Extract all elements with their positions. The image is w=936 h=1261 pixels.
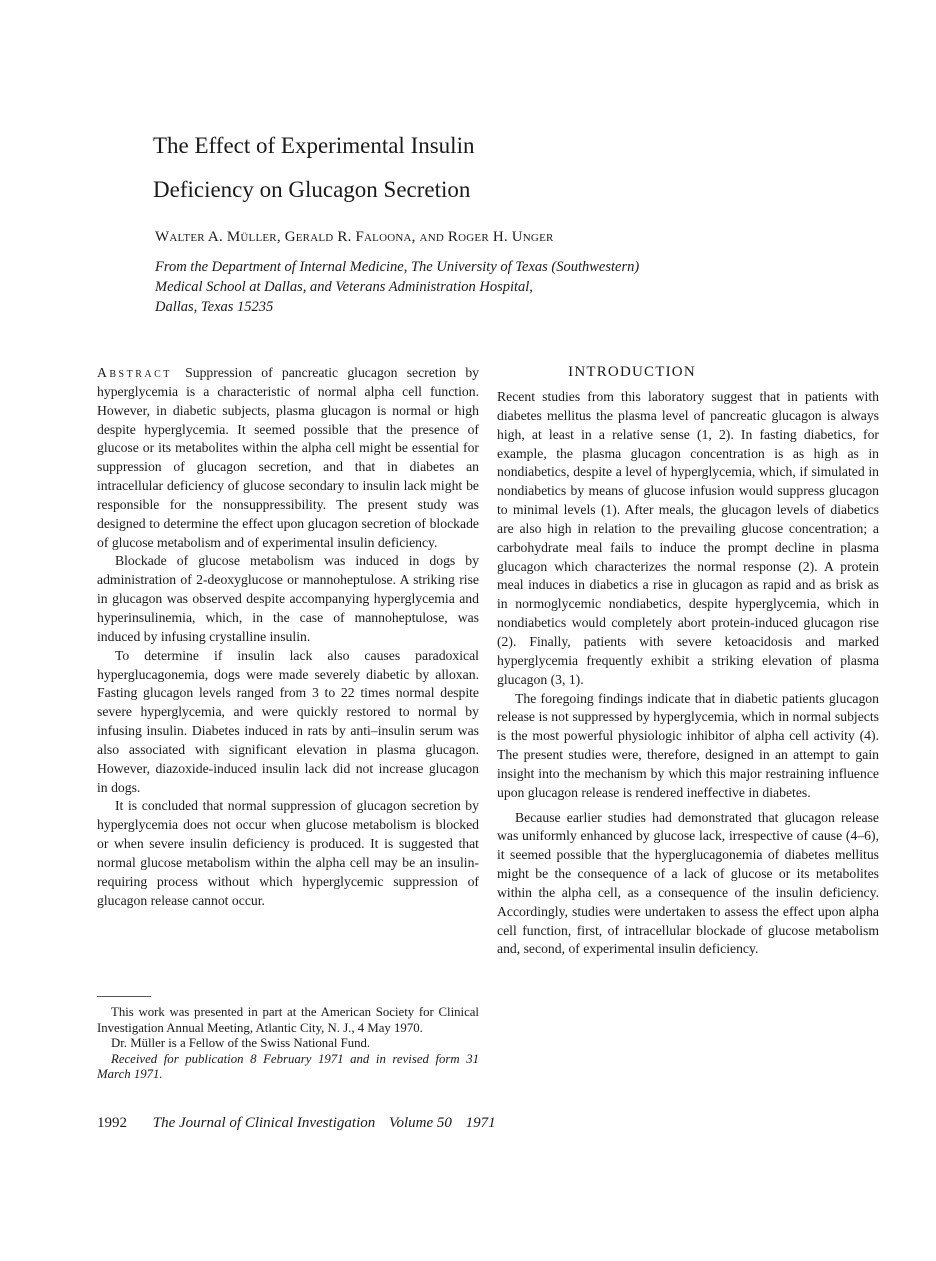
footnote-received: Received for publication 8 February 1971 and in revised form 31 March 1971. [97, 1051, 479, 1082]
title-line-2: Deficiency on Glucagon Secretion [153, 177, 471, 202]
footnote-rule [97, 996, 151, 997]
affiliation-line-1: From the Department of Internal Medicine, The University of Texas (Southwestern) [155, 259, 640, 275]
introduction-paragraph-1: Recent studies from this laboratory suggest that in patients with diabetes mellitus the plasma level of pancreatic glucagon is always high, at least in a relative sense (1, 2). In fasting diabetics, for example, the plasma glucagon concentration is as high as in nondiabetics, despite a level of hyperglycemia, which, if simulated in nondiabetics by means of glucose infusion would suppress glucagon to minimal levels (1). After meals, the glucagon levels of diabetics are also high in relation to the prevailing glucose concentration; a carbohydrate meal fails to induce the prompt decline in plasma glucagon which characterizes the normal response (2). A protein meal induces in diabetics a rise in glucagon as rapid and as brisk as in normoglycemic nondiabetics, despite hyperglycemia, which in nondiabetics would completely abort protein-induced glucagon rise (2). Finally, patients with severe ketoacidosis and marked hyperglycemia frequently exhibit a striking elevation of plasma glucagon (3, 1). [497, 389, 879, 687]
abstract-paragraph-1 [97, 364, 479, 552]
introduction-paragraph-3: Because earlier studies had demonstrated that glucagon release was uniformly enhanced by glucose lack, irrespective of cause (4–6), it seemed possible that the hyperglucagonemia of diabetes mellitus might be the consequence of a lack of glucose or its metabolites within the alpha cell, as a consequence of the insulin deficiency. Accordingly, studies were undertaken to assess the effect upon alpha cell function, first, of intracellular blockade of glucose metabolism and, second, of experimental insulin deficiency. [497, 809, 879, 957]
footnote-fellowship: Dr. Müller is a Fellow of the Swiss National Fund. [111, 1036, 371, 1051]
page-footer [97, 1115, 496, 1132]
page-number: 1992 [97, 1115, 127, 1131]
journal-name: The Journal of Clinical Investigation [152, 1115, 376, 1131]
article-title [153, 124, 753, 212]
abstract-paragraph-2: Blockade of glucose metabolism was induced in dogs by administration of 2-deoxyglucose or mannoheptulose. A striking rise in glucagon was observed despite accompanying hyperglycemia and hyperinsulinemia, which, in the case of mannoheptulose, was induced by infusing crystalline insulin. [97, 553, 479, 644]
footnotes [97, 1005, 479, 1083]
journal-year: 1971 [465, 1115, 496, 1131]
introduction-heading: INTRODUCTION [568, 364, 696, 380]
footnote-presentation: This work was presented in part at the American Society for Clinical Investigation Annual Meeting, Atlantic City, N. J., 4 May 1970. [97, 1005, 479, 1035]
abstract-text-1: Suppression of pancreatic glucagon secretion by hyperglycemia is a characteristic of normal alpha cell function. However, in diabetic subjects, plasma glucagon is normal or high despite hyperglycemia. It seemed possible that the presence of glucose or its metabolites within the alpha cell might be essential for suppression of glucagon secretion, and that in diabetes an intracellular deficiency of glucose secondary to insulin lack might be responsible for the nonsuppressibility. The present study was designed to determine the effect upon glucagon secretion of blockade of glucose metabolism and of experimental insulin deficiency. [97, 365, 480, 550]
affiliation-line-3: Dallas, Texas 15235 [155, 299, 274, 315]
affiliation-line-2: Medical School at Dallas, and Veterans Administration Hospital, [155, 279, 533, 295]
abstract-column [97, 364, 479, 910]
abstract-paragraph-4: It is concluded that normal suppression of glucagon secretion by hyperglycemia does not occur when glucose metabolism is blocked or when severe insulin deficiency is produced. It is suggested that normal glucose metabolism within the alpha cell may be an insulin-requiring process without which hyperglycemic suppression of glucagon release cannot occur. [97, 798, 479, 908]
introduction-column [497, 388, 879, 959]
journal-volume: Volume 50 [388, 1115, 452, 1131]
abstract-paragraph-3: To determine if insulin lack also causes paradoxical hyperglucagonemia, dogs were made severely diabetic by alloxan. Fasting glucagon levels ranged from 3 to 22 times normal despite severe hyperglycemia, and were quickly restored to normal by infusing insulin. Diabetes induced in rats by anti–insulin serum was also associated with significant elevation in plasma glucagon. However, diazoxide-induced insulin lack did not increase glucagon in dogs. [97, 647, 479, 795]
affiliation [155, 257, 795, 317]
author-list: Walter A. Müller, Gerald R. Faloona, and Roger H. Unger [155, 229, 554, 245]
title-line-1: The Effect of Experimental Insulin [153, 133, 475, 158]
introduction-paragraph-2: The foregoing findings indicate that in diabetic patients glucagon release is not suppressed by hyperglycemia, which in normal subjects is the most powerful physiologic inhibitor of alpha cell activity (4). The present studies were, therefore, designed in an attempt to gain insight into the mechanism by which this major restraining influence upon glucagon release is rendered ineffective in diabetes. [497, 690, 879, 800]
abstract-label: Abstract [97, 365, 172, 380]
